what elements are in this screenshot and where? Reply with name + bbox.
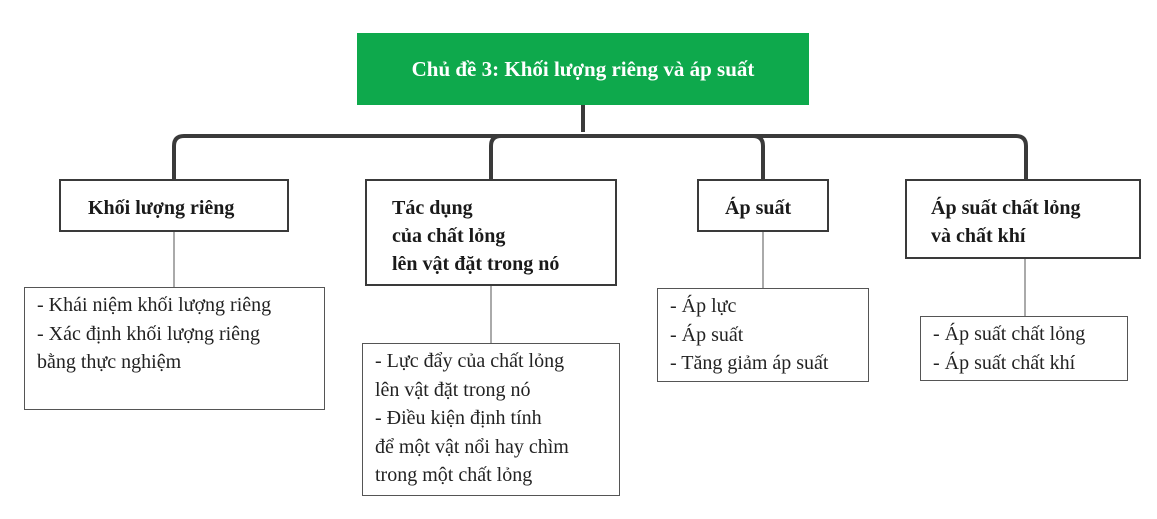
topic-title-line: của chất lỏng xyxy=(392,225,506,247)
detail-line: - Lực đẩy của chất lỏng xyxy=(375,350,565,372)
topic-title-line: Tác dụng xyxy=(392,197,473,219)
detail-line: để một vật nổi hay chìm xyxy=(375,435,569,458)
detail-box-tac-dung-chat-long xyxy=(362,343,620,496)
topic-title-line: lên vật đặt trong nó xyxy=(392,253,560,275)
topic-title-line: Khối lượng riêng xyxy=(88,197,235,219)
detail-box-ap-suat xyxy=(657,288,869,382)
detail-box-khoi-luong-rieng xyxy=(24,287,325,410)
detail-line: - Điều kiện định tính xyxy=(375,407,542,429)
detail-line: lên vật đặt trong nó xyxy=(375,378,531,401)
topic-box-ap-suat xyxy=(697,179,829,232)
topic-title-line: Áp suất xyxy=(725,197,792,219)
detail-line: trong một chất lỏng xyxy=(375,464,533,486)
root-topic-title: Chủ đề 3: Khối lượng riêng và áp suất xyxy=(411,56,755,81)
detail-line: - Áp suất chất lỏng xyxy=(933,323,1086,345)
topic-box-ap-suat-chat-long-khi xyxy=(905,179,1141,259)
detail-box-ap-suat-chat-long-khi xyxy=(920,316,1128,381)
topic-title-line: Áp suất chất lỏng xyxy=(931,197,1081,219)
root-topic-box xyxy=(357,33,809,105)
detail-line: - Xác định khối lượng riêng xyxy=(37,322,261,345)
topic-title-line: và chất khí xyxy=(931,225,1026,247)
detail-line: - Áp suất xyxy=(670,323,744,346)
detail-line: - Áp suất chất khí xyxy=(933,351,1076,374)
detail-line: - Áp lực xyxy=(670,295,737,317)
topic-box-khoi-luong-rieng xyxy=(59,179,289,232)
detail-line: - Tăng giảm áp suất xyxy=(670,352,829,374)
detail-line: - Khái niệm khối lượng riêng xyxy=(37,294,272,316)
detail-line: bằng thực nghiệm xyxy=(37,351,182,373)
topic-box-tac-dung-chat-long xyxy=(365,179,617,286)
branch-drop-line-3 xyxy=(753,136,763,180)
branch-drop-line-2 xyxy=(491,136,501,180)
branch-bar-line xyxy=(174,136,1026,180)
